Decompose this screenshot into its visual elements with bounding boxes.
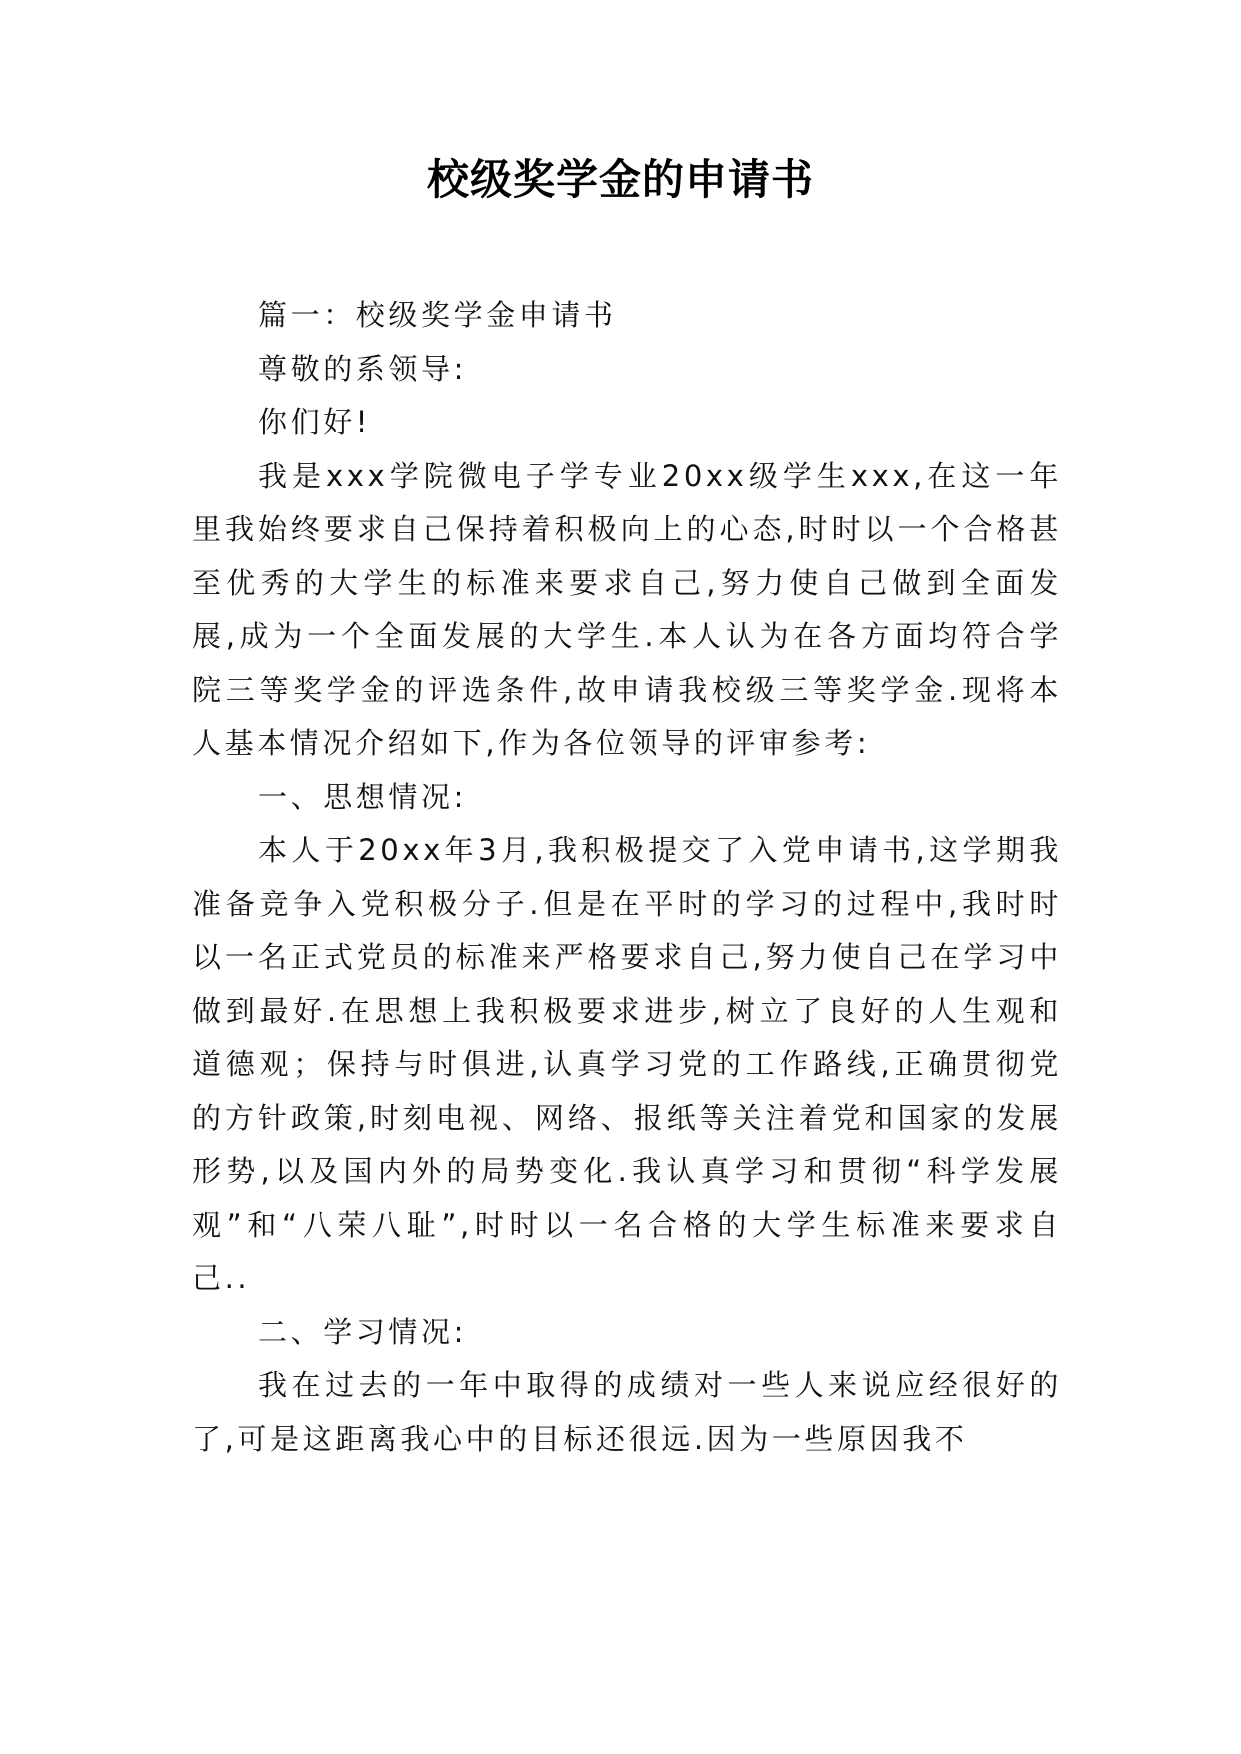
document-body [192, 289, 1062, 1466]
section-heading-part-one: 篇一：校级奖学金申请书 [258, 298, 617, 332]
intro-paragraph: 我是xxx学院微电子学专业20xx级学生xxx,在这一年里我始终要求自己保持着积极向上的心态,时时以一个合格甚至优秀的大学生的标准来要求自己,努力使自己做到全面发展,成为一个全面发展的大学生.本人认为在各方面均符合学院三等奖学金的评选条件,故申请我校级三等奖学金.现将本人基本情况介绍如下,作为各位领导的评审参考: [192, 458, 1062, 760]
ideology-paragraph: 本人于20xx年3月,我积极提交了入党申请书,这学期我准备竞争入党积极分子.但是在平时的学习的过程中,我时时以一名正式党员的标准来严格要求自己,努力使自己在学习中做到最好.在思想上我积极要求进步,树立了良好的人生观和道德观；保持与时俱进,认真学习党的工作路线,正确贯彻党的方针政策,时刻电视、网络、报纸等关注着党和国家的发展形势,以及国内外的局势变化.我认真学习和贯彻“科学发展观”和“八荣八耻”,时时以一名合格的大学生标准来要求自己.. [192, 833, 1062, 1295]
document-title: 校级奖学金的申请书 [426, 155, 814, 204]
section-heading-ideology: 一、思想情况: [258, 779, 467, 814]
salutation: 尊敬的系领导: [258, 351, 467, 386]
section-heading-study: 二、学习情况: [258, 1314, 467, 1349]
greeting: 你们好! [258, 405, 372, 439]
study-paragraph: 我在过去的一年中取得的成绩对一些人来说应经很好的了,可是这距离我心中的目标还很远.因为一些原因我不 [192, 1368, 1062, 1456]
